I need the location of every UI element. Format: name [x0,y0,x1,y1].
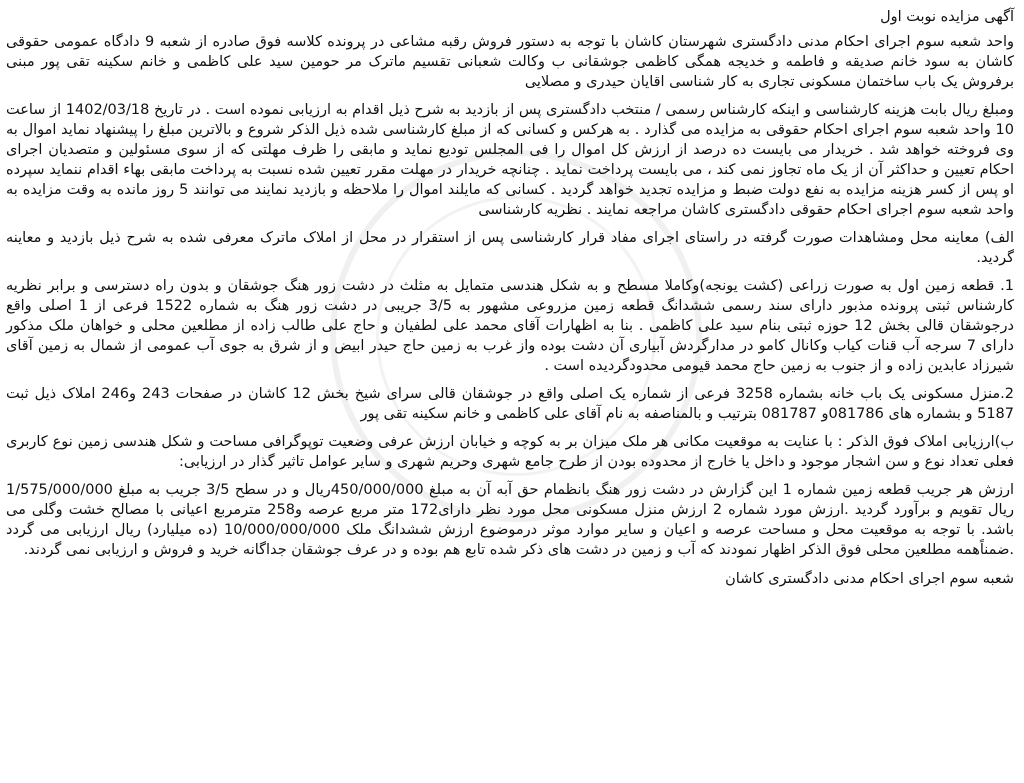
section-a-paragraph: الف) معاینه محل ومشاهدات صورت گرفته در راستای اجرای مفاد قرار کارشناسی پس از استقرار در محل از املاک ماترک معرفی شده به شرح ذیل بازدید و معاینه گردید. [6,230,1014,266]
property-item-2: 2.منزل مسکونی یک باب خانه بشماره 3258 فرعی از شماره یک اصلی واقع در جوشقان قالی سرای شیخ بخش 12 کاشان در صفحات 243 و246 املاک ذیل ثبت 5187 و بشماره های 081786و 081787 بترتیب و بالمناصفه به نام آقای علی کاظمی و خانم سکینه تقی پور [6,386,1014,422]
notice-title: آگهی مزایده نوبت اول [880,9,1014,25]
terms-paragraph: ومبلغ ریال بابت هزینه کارشناسی و اینکه کارشناس رسمی / منتخب دادگستری پس از بازدید به شرح ذیل اقدام به ارزیابی نموده است . در تاریخ 1402/03/18 از ساعت 10 واحد شعبه سوم اجرای احکام حقوقی به مزایده می گذارد . به هرکس و کسانی که از مبلغ کارشناسی شده ذیل الذکر شروع و بالاترین مبلغ را پیشنهاد نماید اموال به وی فروخته خواهد شد . خریدار می بایست ده درصد از ارزش کل اموال را فی المجلس تودیع نماید و مابقی را ظرف مهلتی که از سوی مسئولین و متصدیان اجرای احکام تعیین و حداکثر آن از یک ماه تجاوز نمی کند ، می بایست پرداخت نماید . چنانچه خریدار در مهلت مقرر تعیین شده نسبت به پرداخت مابقی بهاء اقدام ننماید سپرده او پس از کسر هزینه مزایده به نفع دولت ضبط و مزایده تجدید خواهد گردید . کسانی که مایلند اموال را ملاحظه و بازدید نمایند می توانند 5 روز مانده به وقت مزایده به واحد شعبه سوم اجرای احکام حقوقی دادگستری کاشان مراجعه نمایند . نظریه کارشناسی [6,102,1014,218]
valuation-paragraph: ارزش هر جریب قطعه زمین شماره 1 این گزارش در دشت زور هنگ بانظمام حق آبه آن به مبلغ 450/000/000ریال و در سطح 3/5 جریب به مبلغ 1/575/000/000 ریال تقویم و برآورد گردید .ارزش مورد شماره 2 ارزش منزل مسکونی محل مورد نظر دارای172 متر مربع عرصه و258 مترمربع اعیانی با مصالح خشت وگلی می باشد. با توجه به موقعیت محل و مساحت عرصه و اعیان و سایر موارد موثر درموضوع ارزش ششدانگ ملک 10/000/000/000 (ده میلیارد) ریال ارزیابی می گردد .ضمناًهمه مطلعین محلی فوق الذکر اظهار نمودند که آب و زمین در دشت های ذکر شده تابع هم بوده و در عرف جوشقان جداگانه خرید و فروش و ارزیابی نمی گردند. [6,482,1015,558]
intro-paragraph: واحد شعبه سوم اجرای احکام مدنی دادگستری شهرستان کاشان با توجه به دستور فروش رقبه مشاعی در پرونده کلاسه فوق صادره از شعبه 9 دادگاه عمومی حقوقی کاشان به سود خانم صدیقه و فاطمه و خدیجه همگی کاظمی جوشقانی ب وکالت شعبانی تقسیم ماترک مر حومین سید علی کاظمی و خانم سکینه تقی پور مبنی برفروش یک باب ساختمان مسکونی تجاری به کار شناسی اقایان حیدری و مصلایی [6,34,1015,90]
signature-line: شعبه سوم اجرای احکام مدنی دادگستری کاشان [725,571,1014,587]
property-item-1: 1. قطعه زمین اول به صورت زراعی (کشت یونجه)وکاملا مسطح و به شکل هندسی متمایل به مثلث در دشت زور هنگ جوشقان و بدون راه دسترسی و برابر نظریه کارشناس ثبتی پرونده مذبور دارای سند رسمی ششدانگ قطعه زمین مزروعی مشهور به 3/5 جریبی در دشت زور هنگ به شماره 1522 فرعی از 1 اصلی واقع درجوشقان قالی بخش 12 حوزه ثبتی بنام سید علی کاظمی . بنا به اظهارات آقای محمد علی لطفیان و حاج علی طالب زاده از مطلعین محلی و خواهان ملک مذکور دارای 7 سرجه آب قنات کیاب وکانال کامو در مدارگردش آبیاری آن دشت بوده واز غرب به زمین حاج حیدر ابیض و از شرق به جوی آب عمومی از شمال به زمین آقای شیرزاد عابدین زاده و از جنوب به زمین حاج محمد قیومی محدودگردیده است . [6,278,1015,374]
section-b-paragraph: ب)ارزیابی املاک فوق الذکر : با عنایت به موقعیت مکانی هر ملک میزان بر به کوچه و خیابان ارزش عرفی وضعیت توپوگرافی مساحت و شکل هندسی زمین نوع کاربری فعلی تعداد نوع و سن اشجار موجود و داخل یا خارج از محدوده بودن از طرح جامع شهری وحریم شهری و سایر عوامل تاثیر گذار در ارزیابی: [6,434,1014,470]
